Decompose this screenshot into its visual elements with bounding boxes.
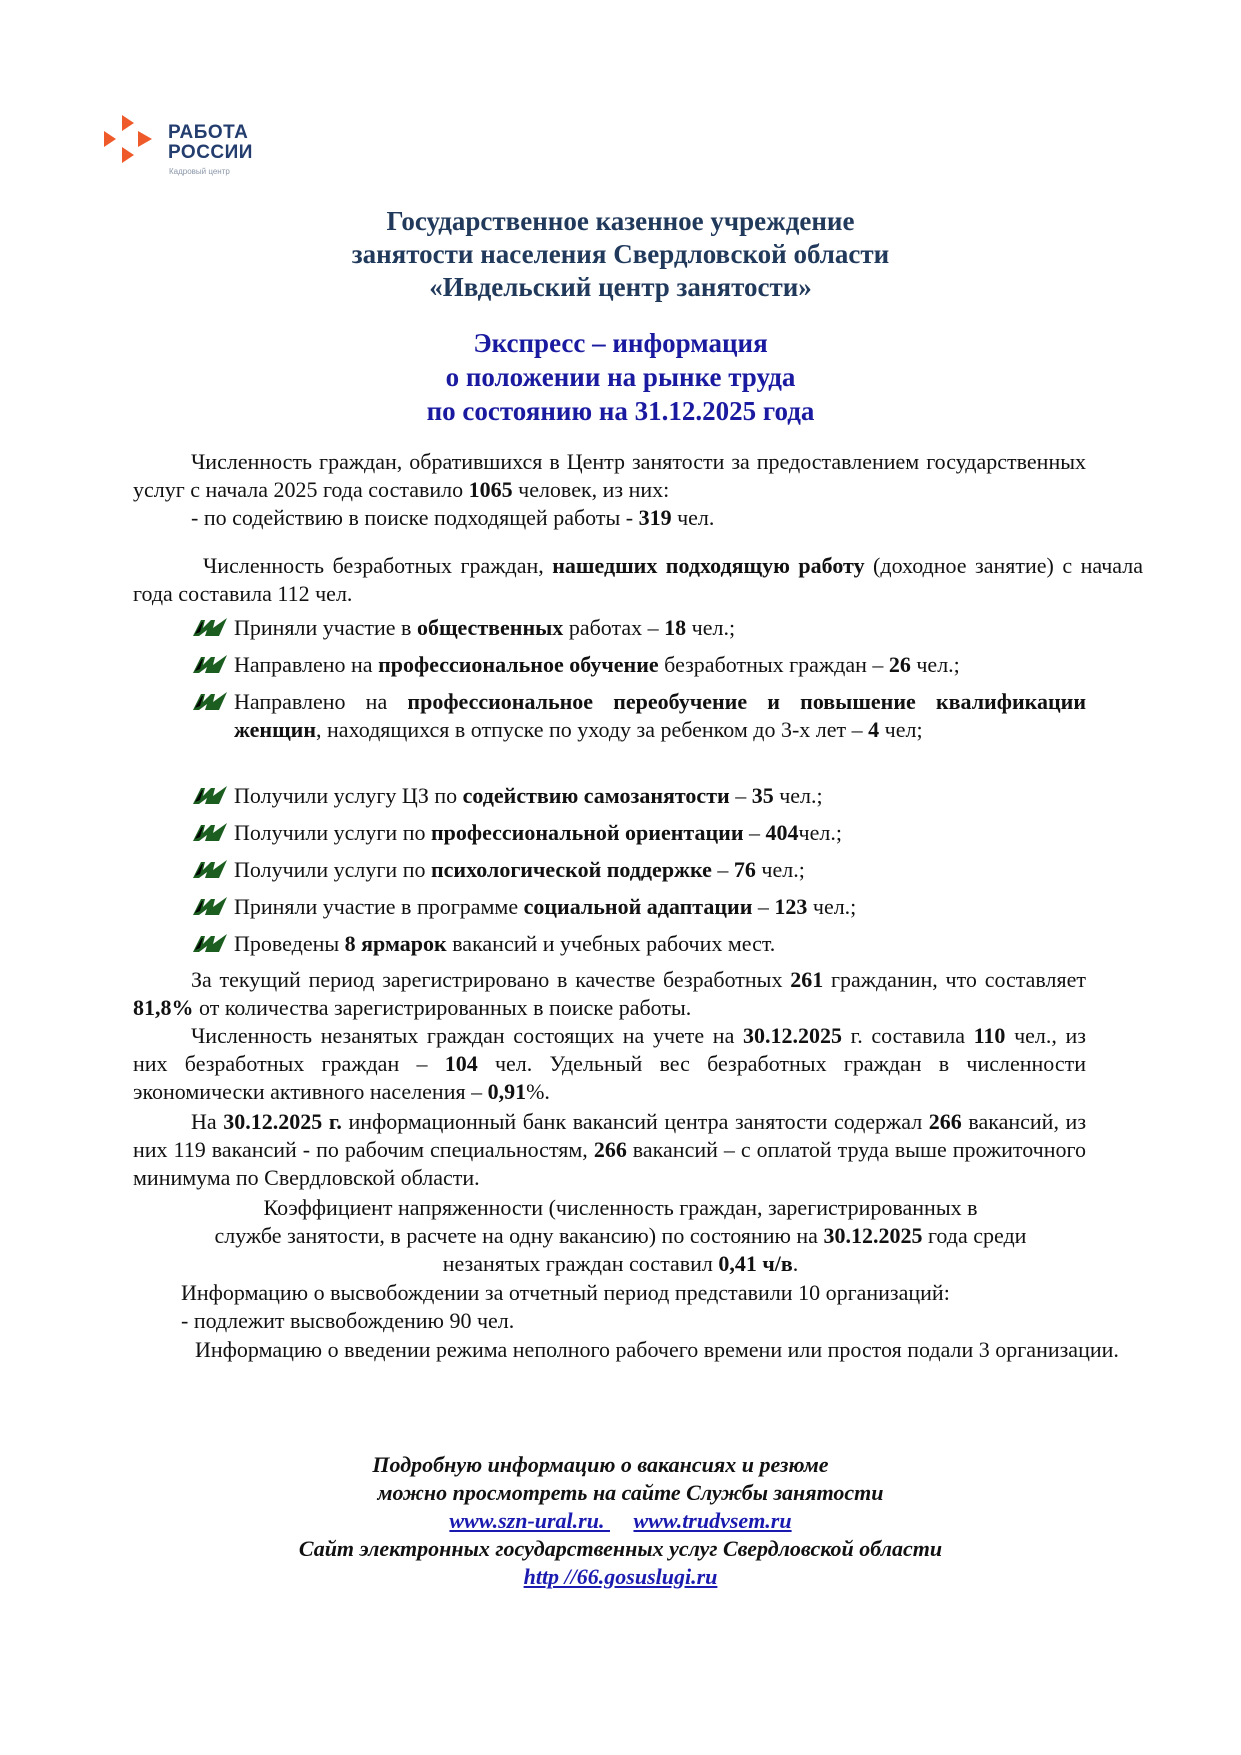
arrow-bullet-icon bbox=[193, 786, 227, 804]
paragraph-appeals: Численность граждан, обратившихся в Центр занятости за предоставлением государственных услуг с начала 2025 года составило 1065 человек, из них: bbox=[133, 449, 1086, 502]
paragraph-employed: Численность безработных граждан, нашедших подходящую работу (доходное занятие) с начала года составила 112 чел. bbox=[133, 553, 1144, 606]
paragraph-part-time: Информацию о введении режима неполного рабочего времени или простоя подали 3 организации. bbox=[195, 1337, 1119, 1362]
rabota-rossii-logo-icon bbox=[100, 113, 160, 173]
arrow-bullet-icon bbox=[193, 934, 227, 952]
list-item: Приняли участие в программе социальной адаптации – 123 чел.; bbox=[193, 893, 1086, 921]
logo-subtitle: Кадровый центр bbox=[169, 167, 230, 176]
footer-info: Подробную информацию о вакансиях и резюме можно просмотреть на сайте Службы занятости www.szn-ural.ru. www.trudvsem.ru Сайт электронных государственных услуг Свердловской области http //66.gosuslugi.ru bbox=[298, 1452, 943, 1589]
document-title: Экспресс – информация о положении на рынке труда по состоянию на 31.12.2025 года bbox=[426, 328, 815, 426]
paragraph-registered-unemployed: За текущий период зарегистрировано в качестве безработных 261 гражданин, что составляет 81,8% от количества зарегистрированных в поиске работы. bbox=[133, 967, 1086, 1020]
paragraph-tension-coefficient: Коэффициент напряженности (численность граждан, зарегистрированных в службе занятости, в расчете на одну вакансию) по состоянию на 30.12.2025 года среди незанятых граждан составил 0,41 ч/в. bbox=[214, 1195, 1027, 1276]
list-item: Получили услуги по психологической поддержке – 76 чел.; bbox=[193, 856, 1086, 884]
paragraph-layoffs: Информацию о высвобождении за отчетный период представили 10 организаций: - подлежит высвобождению 90 чел. bbox=[181, 1280, 950, 1333]
paragraph-appeals-sub: - по содействию в поиске подходящей работы - 319 чел. bbox=[191, 505, 715, 530]
list-item: Получили услуги по профессиональной ориентации – 404чел.; bbox=[193, 819, 1086, 847]
list-item: Проведены 8 ярмарок вакансий и учебных рабочих мест. bbox=[193, 930, 1086, 958]
paragraph-vacancies: На 30.12.2025 г. информационный банк вакансий центра занятости содержал 266 вакансий, из них 119 вакансий - по рабочим специальностям, 266 вакансий – с оплатой труда выше прожиточного минимума по Свердловской области. bbox=[133, 1109, 1087, 1190]
list-item: Направлено на профессиональное обучение безработных граждан – 26 чел.; bbox=[193, 651, 1086, 679]
gosuslugi-link[interactable]: http //66.gosuslugi.ru bbox=[523, 1564, 718, 1589]
trudvsem-link[interactable]: www.trudvsem.ru bbox=[633, 1508, 792, 1533]
organization-title: Государственное казенное учреждение занятости населения Свердловской области «Ивдельский центр занятости» bbox=[351, 206, 890, 302]
list-item: Получили услугу ЦЗ по содействию самозанятости – 35 чел.; bbox=[193, 782, 1086, 810]
arrow-bullet-icon bbox=[193, 860, 227, 878]
paragraph-unemployed-count: Численность незанятых граждан состоящих на учете на 30.12.2025 г. составила 110 чел., из них безработных граждан – 104 чел. Удельный вес безработных граждан в численности экономически активного населения – 0,91%. bbox=[133, 1023, 1086, 1104]
list-item: Приняли участие в общественных работах – 18 чел.; bbox=[193, 614, 1086, 642]
arrow-bullet-icon bbox=[193, 823, 227, 841]
szn-ural-link[interactable]: www.szn-ural.ru. bbox=[449, 1508, 610, 1533]
arrow-bullet-icon bbox=[193, 692, 227, 710]
list-item: Направлено на профессиональное переобучение и повышение квалификации женщин, находящихся в отпуске по уходу за ребенком до 3-х лет – 4 чел; bbox=[193, 688, 1086, 744]
logo-text: РАБОТА РОССИИ bbox=[168, 122, 253, 163]
arrow-bullet-icon bbox=[193, 897, 227, 915]
arrow-bullet-icon bbox=[193, 655, 227, 673]
arrow-bullet-icon bbox=[193, 618, 227, 636]
logo bbox=[100, 113, 300, 183]
